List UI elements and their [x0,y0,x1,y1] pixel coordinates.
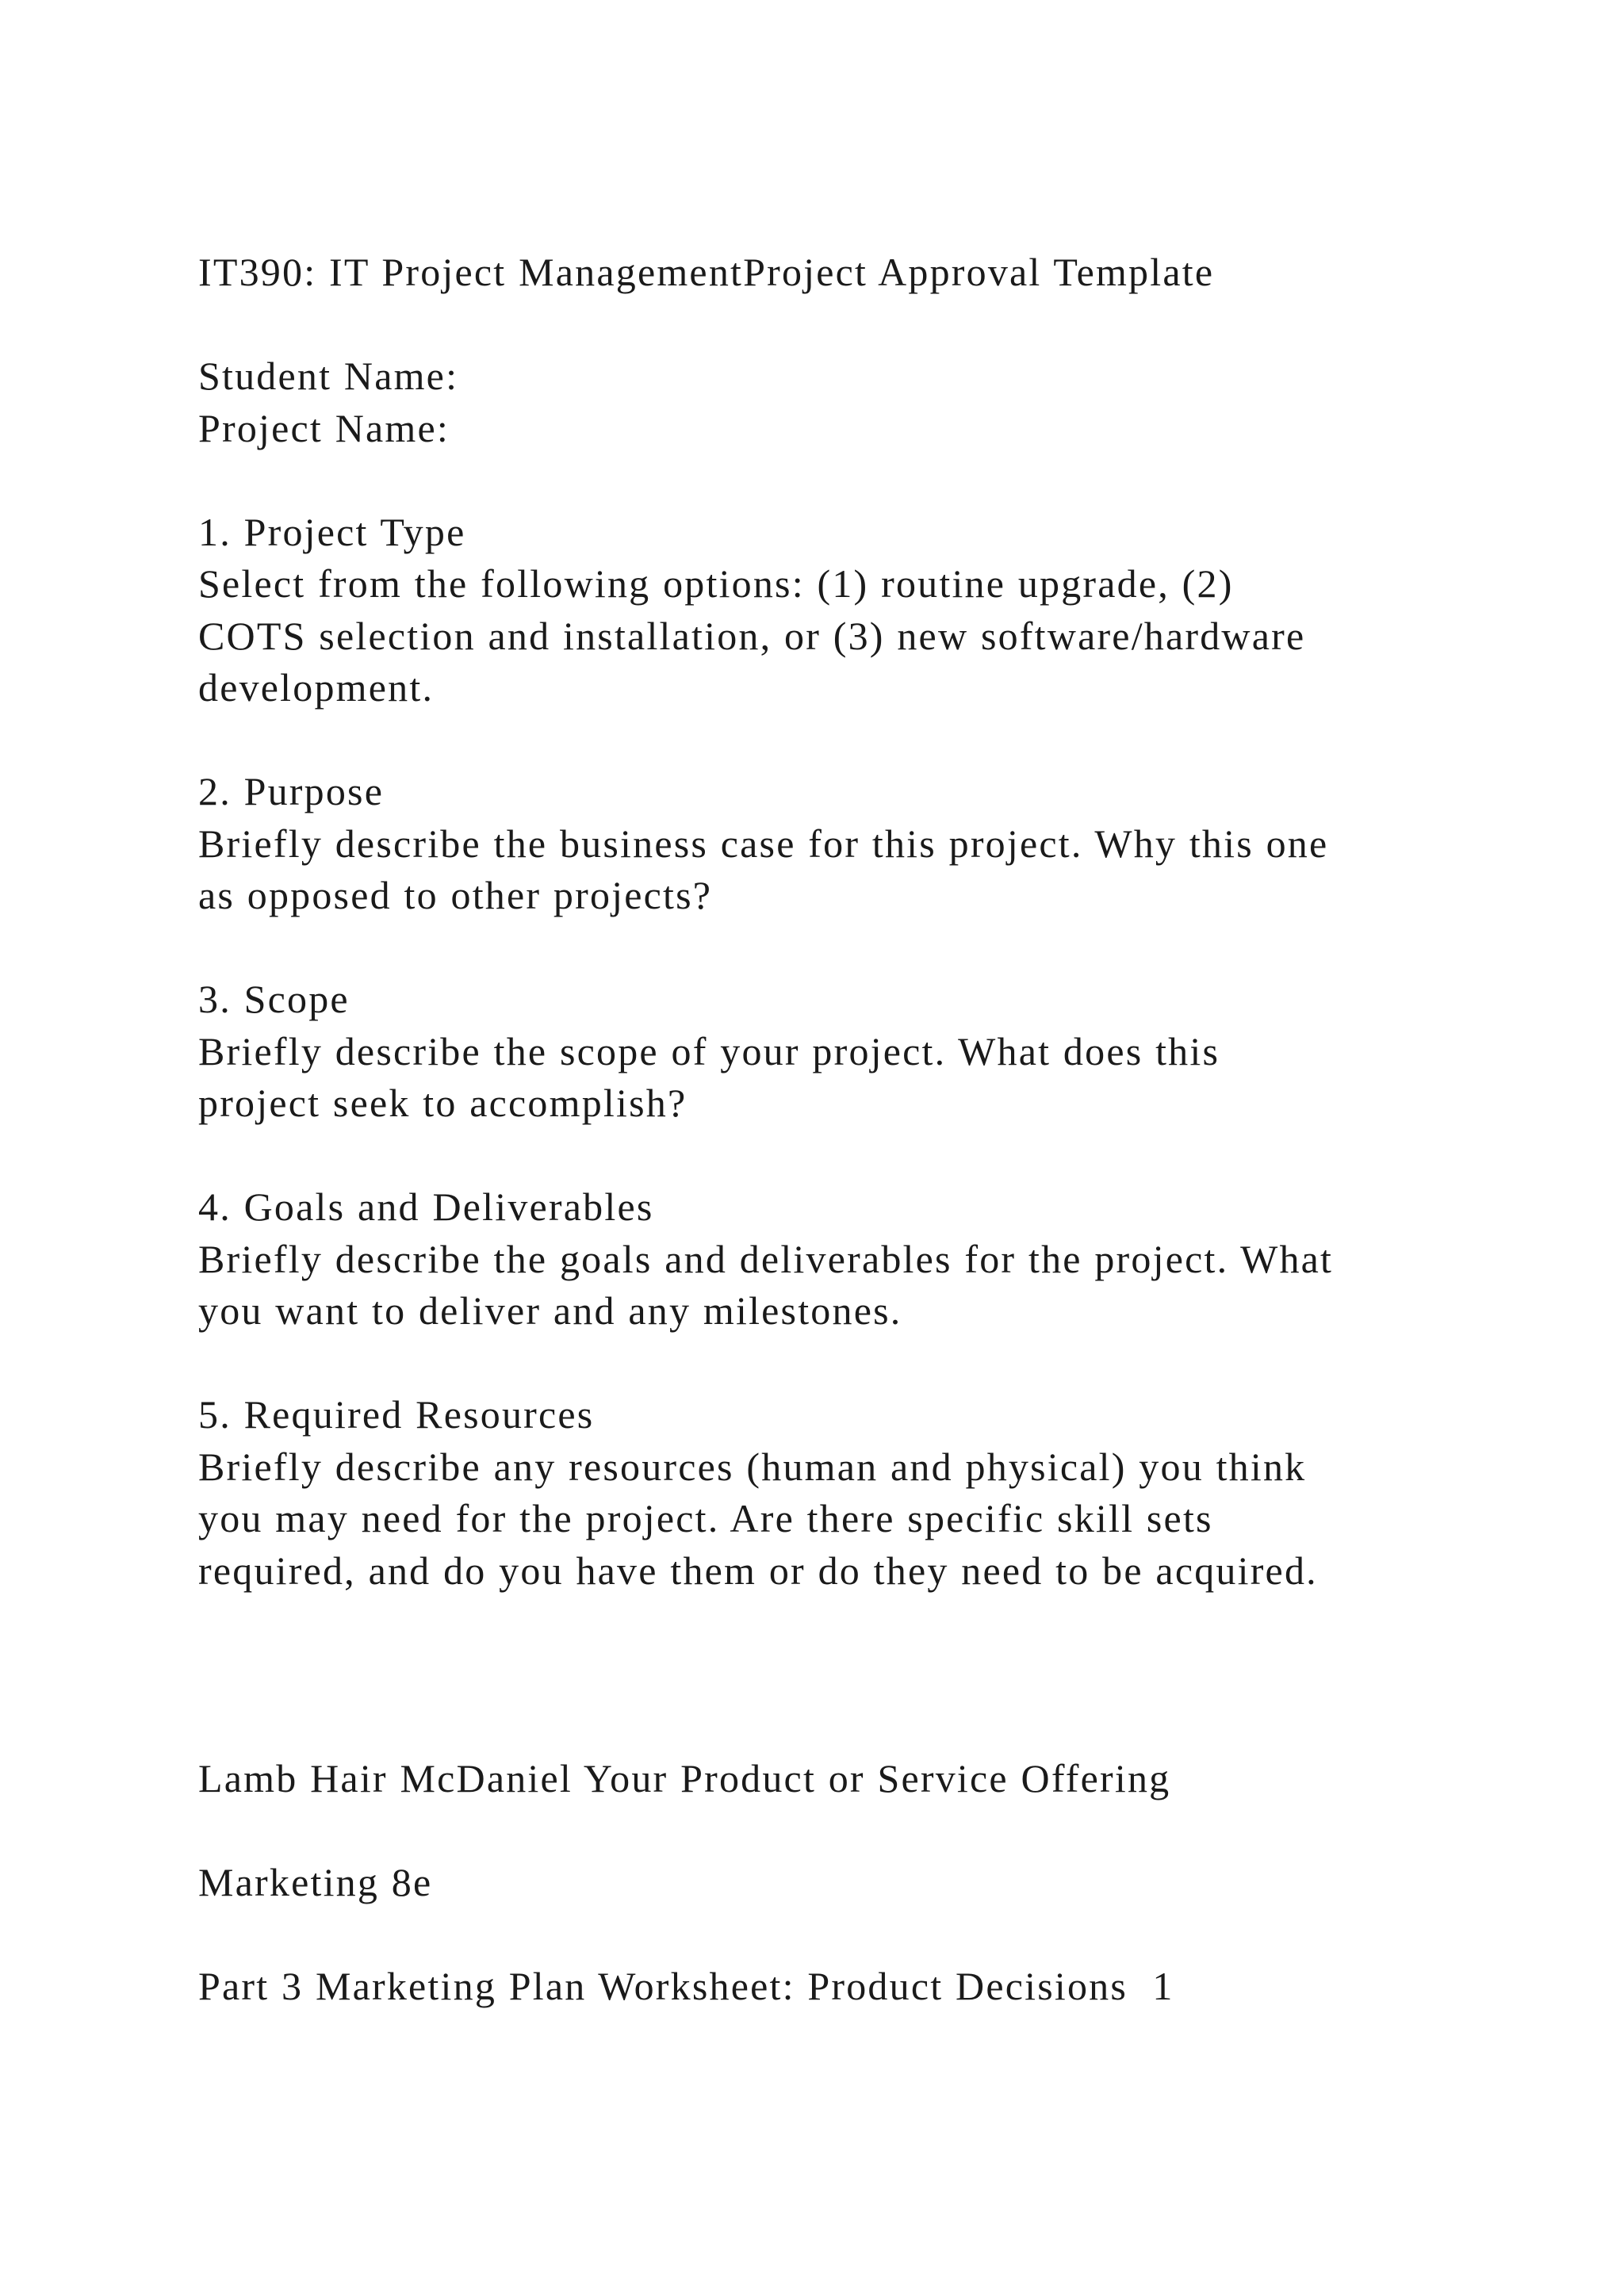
spacer [198,714,1467,767]
section-purpose [198,766,1467,922]
section-text-line: Briefly describe any resources (human and physical) you think [198,1444,1307,1489]
section-heading: 3. Scope [198,977,350,1021]
worksheet-line: Part 3 Marketing Plan Worksheet: Product Decisions 1 [198,1963,1174,2008]
student-name-label: Student Name: [198,354,459,398]
edition-line: Marketing 8e [198,1859,433,1904]
section-heading: 5. Required Resources [198,1392,595,1437]
spacer [198,1130,1467,1182]
section-text-line: Briefly describe the goals and deliverables for the project. What [198,1236,1334,1281]
book-line: Lamb Hair McDaniel Your Product or Service Offering [198,1755,1171,1800]
section-text-line: as opposed to other projects? [198,873,713,917]
spacer [198,1701,1467,1753]
section-text-line: COTS selection and installation, or (3) new software/hardware [198,613,1306,658]
spacer [198,1908,1467,1961]
footer-block [198,1753,1467,2013]
spacer [198,299,1467,351]
section-text-line: Briefly describe the business case for this project. Why this one [198,821,1329,866]
spacer [198,1597,1467,1649]
section-project-type [198,507,1467,714]
section-goals-and-deliverables [198,1181,1467,1337]
spacer [198,922,1467,974]
spacer [198,1337,1467,1390]
spacer [198,454,1467,507]
document-body [198,247,1467,2012]
section-heading: 2. Purpose [198,769,385,813]
project-name-label: Project Name: [198,405,450,450]
section-text-line: project seek to accomplish? [198,1081,688,1125]
section-text-line: you may need for the project. Are there specific skill sets [198,1496,1213,1540]
section-heading: 1. Project Type [198,509,466,554]
spacer [198,1649,1467,1701]
section-scope [198,974,1467,1130]
section-text-line: required, and do you have them or do they need to be acquired. [198,1548,1318,1593]
section-required-resources [198,1389,1467,1597]
section-text-line: development. [198,665,435,710]
spacer [198,1804,1467,1857]
section-text-line: Select from the following options: (1) routine upgrade, (2) [198,561,1234,606]
document-title: IT390: IT Project ManagementProject Approval Template [198,250,1215,294]
section-text-line: you want to deliver and any milestones. [198,1288,902,1333]
section-text-line: Briefly describe the scope of your project. What does this [198,1028,1220,1073]
section-heading: 4. Goals and Deliverables [198,1184,654,1229]
